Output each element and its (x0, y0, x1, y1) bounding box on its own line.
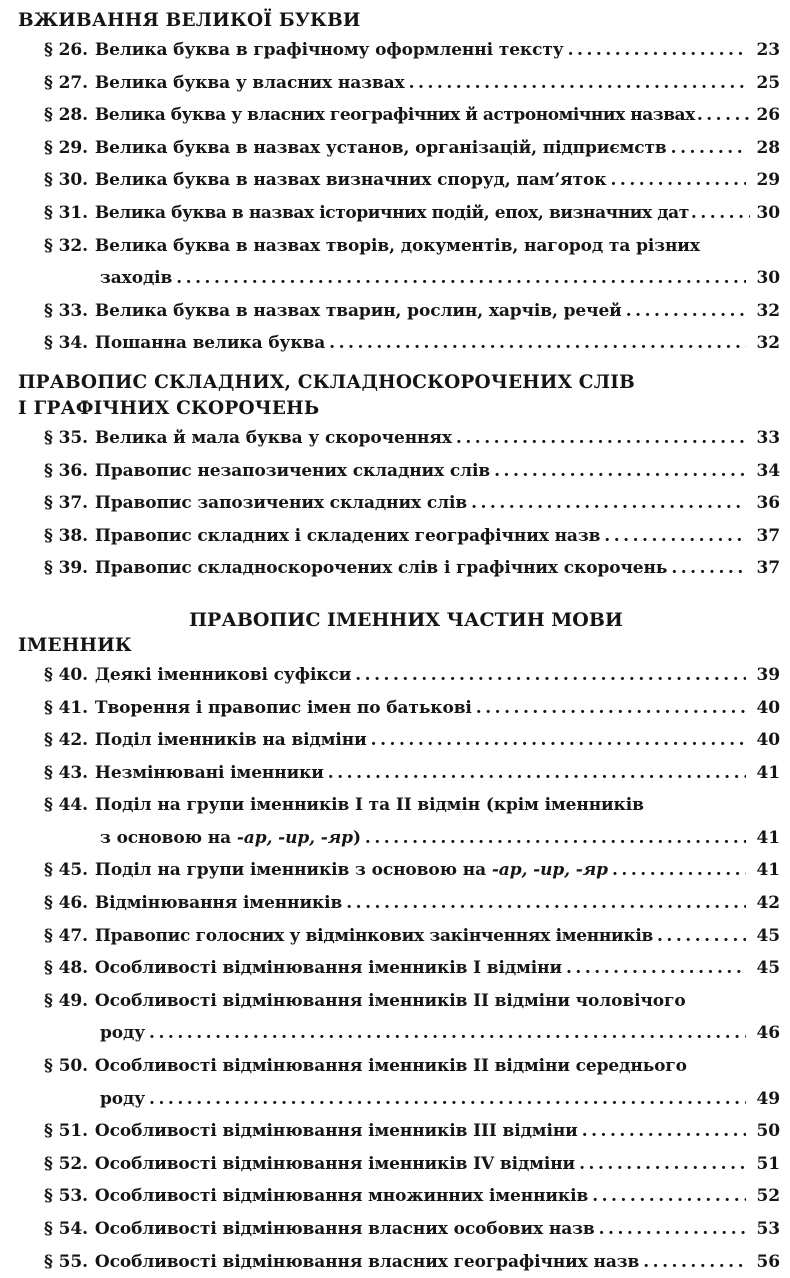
entry-title: Відмінювання іменників (94, 893, 343, 914)
entry-page: 41 (756, 827, 780, 848)
toc-entry[interactable] (18, 1148, 780, 1181)
toc-entry[interactable] (18, 887, 780, 920)
section-title-capital-letter: ВЖИВАННЯ ВЕЛИКОЇ БУКВИ (18, 10, 361, 31)
entry-title: Правопис складноскорочених слів і графічних скорочень (94, 558, 668, 579)
toc-entry[interactable] (18, 327, 780, 360)
entry-number: § 38. (44, 525, 88, 546)
entry-title-continued: роду (100, 1088, 146, 1109)
entry-page: 45 (756, 958, 780, 979)
entry-title: Велика буква у власних географічних й астрономічних назвах (94, 105, 695, 126)
entry-number: § 28. (44, 105, 88, 126)
entry-number: § 54. (44, 1219, 88, 1239)
entry-number: § 46. (44, 893, 88, 914)
toc-entry[interactable] (18, 197, 780, 230)
entries-noun (18, 659, 780, 1278)
entry-title-continued-text: з основою на (100, 827, 231, 848)
entry-title: Особливості відмінювання іменників І відміни (94, 958, 562, 979)
toc-entry[interactable] (18, 295, 780, 328)
entry-number: § 41. (44, 697, 88, 718)
entry-number: § 34. (44, 333, 88, 354)
toc-entry[interactable] (18, 230, 780, 295)
entry-page: 46 (756, 1023, 780, 1044)
entry-page: 25 (756, 72, 780, 93)
leader-dots (471, 487, 746, 520)
toc-entry[interactable] (18, 1246, 780, 1278)
entry-number: § 33. (44, 300, 88, 321)
entry-page: 33 (756, 427, 780, 448)
toc-entry[interactable] (18, 164, 780, 197)
leader-dots (355, 659, 746, 692)
entry-title: Особливості відмінювання власних особових назв (94, 1219, 595, 1239)
entry-title: Велика буква у власних назвах (94, 72, 405, 93)
toc-entry[interactable] (18, 132, 780, 165)
entry-number: § 44. (44, 795, 88, 816)
entry-page: 40 (756, 697, 780, 718)
toc-entry[interactable] (18, 659, 780, 692)
entry-page: 37 (756, 558, 780, 579)
entry-number: § 27. (44, 72, 88, 93)
entry-number: § 31. (44, 202, 88, 223)
entry-page: 52 (756, 1186, 780, 1207)
entry-page: 53 (756, 1219, 780, 1239)
entry-title: Особливості відмінювання іменників ІІ відміни середнього (94, 1056, 687, 1077)
entry-title: Велика буква в назвах тварин, рослин, харчів, речей (94, 300, 622, 321)
entry-page: 40 (756, 730, 780, 751)
entry-page: 28 (756, 137, 780, 158)
leader-dots (599, 1213, 746, 1246)
entry-page: 51 (756, 1153, 780, 1174)
entry-title: Незмінювані іменники (94, 762, 324, 783)
toc-entry[interactable] (18, 422, 780, 455)
entries-compound-words (18, 422, 780, 585)
leader-dots (582, 1115, 746, 1148)
leader-dots (476, 692, 746, 725)
entry-title: Правопис незапозичених складних слів (94, 460, 491, 481)
entry-title: Пошанна велика буква (94, 333, 326, 354)
toc-entry[interactable] (18, 487, 780, 520)
entry-title (95, 854, 608, 887)
leader-dots (365, 822, 746, 855)
entry-title: Велика буква в назвах визначних споруд, пам’яток (94, 170, 607, 191)
entry-title: Поділ іменників на відміни (94, 730, 367, 751)
entry-page: 34 (756, 460, 780, 481)
entry-page: 36 (756, 493, 780, 514)
entry-page: 41 (756, 860, 780, 881)
leader-dots (176, 262, 746, 295)
leader-dots (568, 34, 746, 67)
toc-entry[interactable] (18, 789, 780, 854)
entry-page: 49 (756, 1088, 780, 1109)
entry-title-continued-end: ) (352, 827, 361, 848)
toc-entry[interactable] (18, 757, 780, 790)
leader-dots (456, 422, 746, 455)
entry-page: 50 (756, 1121, 780, 1142)
entry-title: Поділ на групи іменників І та ІІ відмін (крім іменників (94, 795, 644, 816)
leader-dots (149, 1083, 746, 1116)
entry-number: § 39. (44, 558, 88, 579)
entry-number: § 50. (44, 1056, 88, 1077)
entry-title: Правопис запозичених складних слів (94, 493, 468, 514)
leader-dots (610, 164, 746, 197)
entry-page: 29 (756, 170, 780, 191)
entry-title: Особливості відмінювання іменників ІІ відміни чоловічого (94, 990, 686, 1011)
toc-entry[interactable] (18, 552, 780, 585)
toc-entry[interactable] (18, 520, 780, 553)
section-title-noun: ІМЕННИК (18, 634, 132, 656)
entry-number: § 36. (44, 460, 88, 481)
part-title: ПРАВОПИС ІМЕННИХ ЧАСТИН МОВИ (189, 608, 623, 631)
table-of-contents-page (18, 8, 780, 1278)
section-title-compound-words-line2: І ГРАФІЧНИХ СКОРОЧЕНЬ (18, 397, 320, 419)
entry-number: § 32. (44, 235, 88, 256)
entry-number: § 49. (44, 990, 88, 1011)
leader-dots (691, 197, 750, 230)
entry-title: Велика буква в назвах історичних подій, епох, визначних дат (94, 202, 689, 223)
entry-number: § 52. (44, 1153, 88, 1174)
entry-number: § 47. (44, 925, 88, 946)
leader-dots (612, 854, 746, 887)
entry-page: 39 (756, 664, 780, 685)
entry-number: § 55. (44, 1251, 88, 1272)
entry-number: § 42. (44, 730, 88, 751)
entry-page: 30 (756, 268, 780, 289)
entry-title: Велика буква в графічному оформленні тексту (94, 40, 564, 60)
toc-entry[interactable] (18, 692, 780, 725)
leader-dots (346, 887, 746, 920)
toc-entry[interactable] (18, 854, 780, 887)
toc-entry[interactable] (18, 1180, 780, 1213)
entry-title: Правопис голосних у відмінкових закінченнях іменників (94, 925, 653, 946)
leader-dots (643, 1246, 746, 1278)
entry-number: § 26. (44, 40, 88, 60)
entry-number: § 40. (44, 664, 88, 685)
entry-title: Велика буква в назвах творів, документів, нагород та різних (94, 235, 700, 256)
entry-page: 45 (756, 925, 780, 946)
leader-dots (328, 757, 746, 790)
entry-page: 23 (756, 40, 780, 60)
leader-dots (409, 67, 746, 100)
entry-title: Деякі іменникові суфікси (94, 664, 352, 685)
entry-suffixes: -ар, -ир, -яр (236, 827, 353, 848)
leader-dots (329, 327, 746, 360)
toc-entry[interactable] (18, 1115, 780, 1148)
entry-page: 32 (756, 333, 780, 354)
toc-entry[interactable] (18, 67, 780, 100)
toc-entry[interactable] (18, 34, 780, 67)
entry-number: § 30. (44, 170, 88, 191)
entry-title-continued (100, 822, 361, 855)
entry-title: Особливості відмінювання власних географічних назв (94, 1251, 640, 1272)
toc-entry[interactable] (18, 1050, 780, 1115)
entry-title-continued: роду (100, 1023, 146, 1044)
leader-dots (604, 520, 746, 553)
entry-number: § 51. (44, 1121, 88, 1142)
leader-dots (494, 455, 746, 488)
entry-suffixes: -ар, -ир, -яр (491, 860, 608, 881)
entry-number: § 35. (44, 427, 88, 448)
entry-page: 32 (756, 300, 780, 321)
entry-number: § 29. (44, 137, 88, 158)
section-title-compound-words: ПРАВОПИС СКЛАДНИХ, СКЛАДНОСКОРОЧЕНИХ СЛІВ (18, 371, 635, 393)
entry-title: Правопис складних і складених географічних назв (94, 525, 601, 546)
entry-page: 42 (756, 893, 780, 914)
entry-title-continued: заходів (100, 268, 173, 289)
entry-number: § 37. (44, 493, 88, 514)
leader-dots (671, 132, 746, 165)
leader-dots (697, 99, 750, 132)
leader-dots (371, 724, 746, 757)
entry-title-text: Поділ на групи іменників з основою на (94, 860, 487, 881)
leader-dots (671, 552, 746, 585)
entry-page: 30 (756, 202, 780, 223)
leader-dots (579, 1148, 746, 1181)
toc-entry[interactable] (18, 985, 780, 1050)
entry-number: § 45. (44, 860, 88, 881)
toc-entry[interactable] (18, 724, 780, 757)
entry-page: 41 (756, 762, 780, 783)
entry-title: Особливості відмінювання іменників IV відміни (94, 1153, 576, 1174)
entry-page: 37 (756, 525, 780, 546)
toc-entry[interactable] (18, 952, 780, 985)
toc-entry[interactable] (18, 1213, 780, 1246)
entry-number: § 43. (44, 762, 88, 783)
entry-number: § 53. (44, 1186, 88, 1207)
entry-title: Особливості відмінювання множинних іменників (94, 1186, 589, 1207)
entry-number: § 48. (44, 958, 88, 979)
toc-entry[interactable] (18, 99, 780, 132)
entry-page: 26 (756, 105, 780, 126)
leader-dots (566, 952, 746, 985)
leader-dots (626, 295, 746, 328)
entry-page: 56 (756, 1251, 780, 1272)
entry-title: Творення і правопис імен по батькові (94, 697, 472, 718)
toc-entry[interactable] (18, 455, 780, 488)
entry-title: Велика буква в назвах установ, організацій, підприємств (94, 137, 667, 158)
leader-dots (149, 1017, 746, 1050)
entry-title: Особливості відмінювання іменників ІІІ відміни (94, 1121, 578, 1142)
entries-capital-letter (18, 34, 780, 360)
leader-dots (657, 920, 746, 953)
toc-entry[interactable] (18, 920, 780, 953)
leader-dots (592, 1180, 746, 1213)
entry-title: Велика й мала буква у скороченнях (94, 427, 452, 448)
